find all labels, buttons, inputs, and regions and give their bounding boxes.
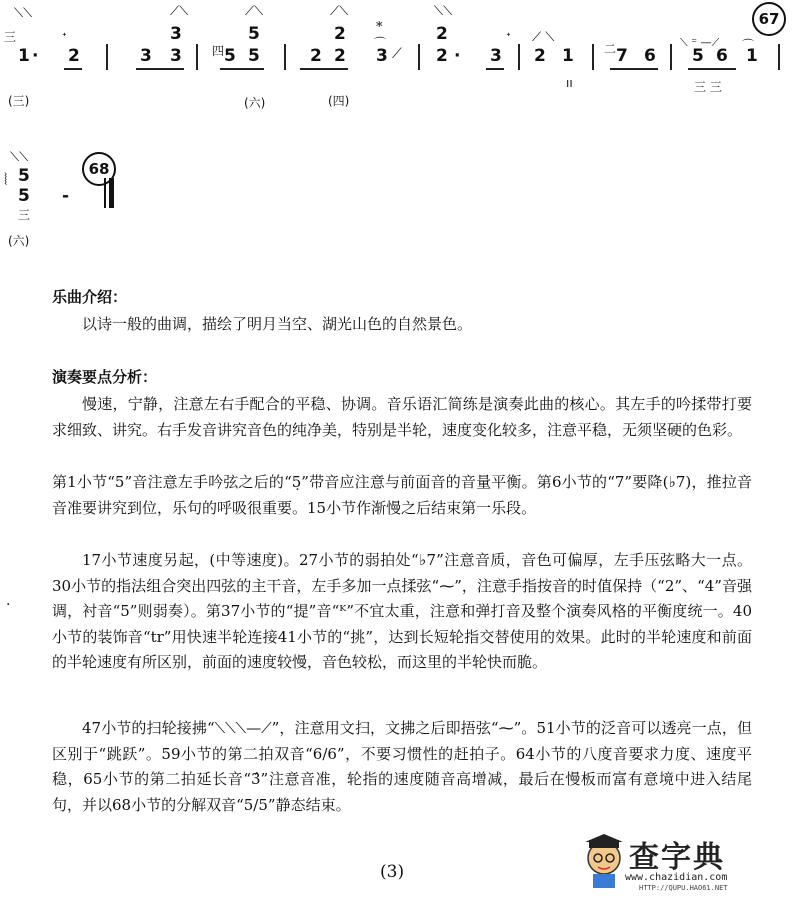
top-note: 3 [170,24,182,44]
fingering-mark: 三 [4,30,17,44]
dot: · [454,46,461,66]
intro-title: 乐曲介绍： [52,288,128,306]
tremolo-mark: ⟋⟍ [330,4,349,19]
dash: - [62,186,70,206]
analysis-paragraph-3: 17小节速度另起，(中等速度)。27小节的弱拍处“♭7”注意音质，音色可偏厚，左手压弦略大一点。30小节的指法组合突出四弦的主干音，左手多加一点揉弦“⁓”，注意手指按音的时值保持（“2”、“4”音强调，衬音“5”则弱奏）。第37小节的“提”音“ᴷ”不宜太重，注意和弹打音及整个演奏风格的平衡度统一。40小节的装饰音“tr”用快速半轮连接41小节的“挑”，达到长短轮指交替使用的效果。此时的半轮速度和前面的半轮速度有所区别，前面的速度较慢，音色较松，而这里的半轮快而脆。 [52,551,752,671]
underline [300,68,348,70]
mascot-icon [581,834,627,890]
fingering-label: (六) [8,234,30,248]
watermark [581,832,786,892]
final-bar-thick [109,178,114,208]
fingering-mark: 三 [18,208,31,222]
fingering-mark: 三 三 [694,80,722,94]
note: 2 [436,46,448,66]
analysis-paragraph-2: 第1小节“5”音注意左手吟弦之后的“5̣”带音应注意与前面音的音量平衡。第6小节的“7”要降(♭7)，推拉音音准要讲究到位，乐句的呼吸很重要。15小节作渐慢之后结束第一乐段。 [52,473,752,517]
arpeggio-mark: ⦚ [4,170,8,189]
note: 3 [490,46,502,66]
analysis-paragraph-4: 47小节的扫轮接拂“⟍⟍⟍—⟋”，注意用文扫，文拂之后即捂弦“⁓”。51小节的泛音可以透亮一点，但区别于“跳跃”。59小节的第二拍双音“6/6”，不要习惯性的赶拍子。64小节的八度音要求力度、速度平稳，65小节的第二拍延长音“3̂”注意音准，轮指的速度随音高增减，最后在慢板而富有意境中进入结尾句，并以68小节的分解双音“5/5”静态结束。 [52,719,752,814]
bar-line [592,44,594,70]
fermata-mark: ⌒ [374,36,387,50]
note: 1 [18,46,30,66]
note: 6 [716,46,728,66]
note: 2 [334,46,346,66]
tremolo-mark: ⟍ ⁼ —⟋ [680,36,720,49]
margin-dot: · [6,597,11,613]
underline [688,68,736,70]
underline [610,68,658,70]
note: 5 [224,46,236,66]
dot: · [32,46,39,66]
underline [486,68,504,70]
fingering-mark: 二 [604,42,617,56]
note: 3 [376,46,388,66]
underline [64,68,82,70]
fingering-mark: ᐩ [506,30,511,44]
tremolo-mark: ⟍⟍ [434,4,453,19]
underline [220,68,264,70]
note: 1 [746,46,758,66]
note: 5 [248,46,260,66]
tremolo-mark: ⟋⟍ [245,4,264,19]
top-note: 5 [248,24,260,44]
measure-number-67: 67 [752,2,786,36]
fingering-mark: 四 [212,44,225,58]
note: 3 [170,46,182,66]
tremolo-mark: ⟋ ⟍ [532,30,555,45]
note: 5 [18,166,30,186]
tremolo-mark: ⟍⟍ [10,150,29,165]
note: 1 [562,46,574,66]
page-number: (3) [380,862,405,882]
watermark-title: 查字典 [629,840,725,875]
note: 3 [140,46,152,66]
fingering-label: (三) [8,94,30,108]
tremolo-mark: ⟍⟍ [14,6,33,21]
note: 7 [616,46,628,66]
star-mark: * [376,20,383,35]
fingering-mark: ᐩ [62,30,67,44]
intro-text: 以诗一般的曲调，描绘了明月当空、湖光山色的自然景色。 [82,315,473,333]
slide-mark: ⟋ [392,46,402,62]
note: 2 [534,46,546,66]
bar-line [418,44,420,70]
bar-line [518,44,520,70]
fingering-mark: ıı [566,76,573,90]
note: 2 [310,46,322,66]
note: 5 [18,186,30,206]
bar-line [284,44,286,70]
bar-line [196,44,198,70]
underline [136,68,184,70]
fermata-mark: ⌒ [742,38,755,52]
note: 5 [692,46,704,66]
analysis-title: 演奏要点分析： [52,368,158,386]
bar-line [670,44,672,70]
measure-number-68: 68 [82,152,116,186]
fingering-label: (六) [244,96,266,110]
watermark-sub: HTTP://QUPU.HAO61.NET [639,884,728,892]
watermark-url: www.chazidian.com [625,872,728,883]
tremolo-mark: ⟋⟍ [170,4,189,19]
analysis-paragraph-1: 慢速，宁静，注意左右手配合的平稳、协调。音乐语汇简练是演奏此曲的核心。其左手的吟揉带打要求细致、讲究。右手发音讲究音色的纯净美，特别是半轮，速度变化较多，注意平稳，无须坚硬的色彩。 [52,395,752,439]
note: 2 [68,46,80,66]
top-note: 2 [334,24,346,44]
top-note: 2 [436,24,448,44]
bar-line [106,44,108,70]
fingering-label: (四) [328,94,350,108]
bar-line [778,44,780,70]
note: 6 [644,46,656,66]
